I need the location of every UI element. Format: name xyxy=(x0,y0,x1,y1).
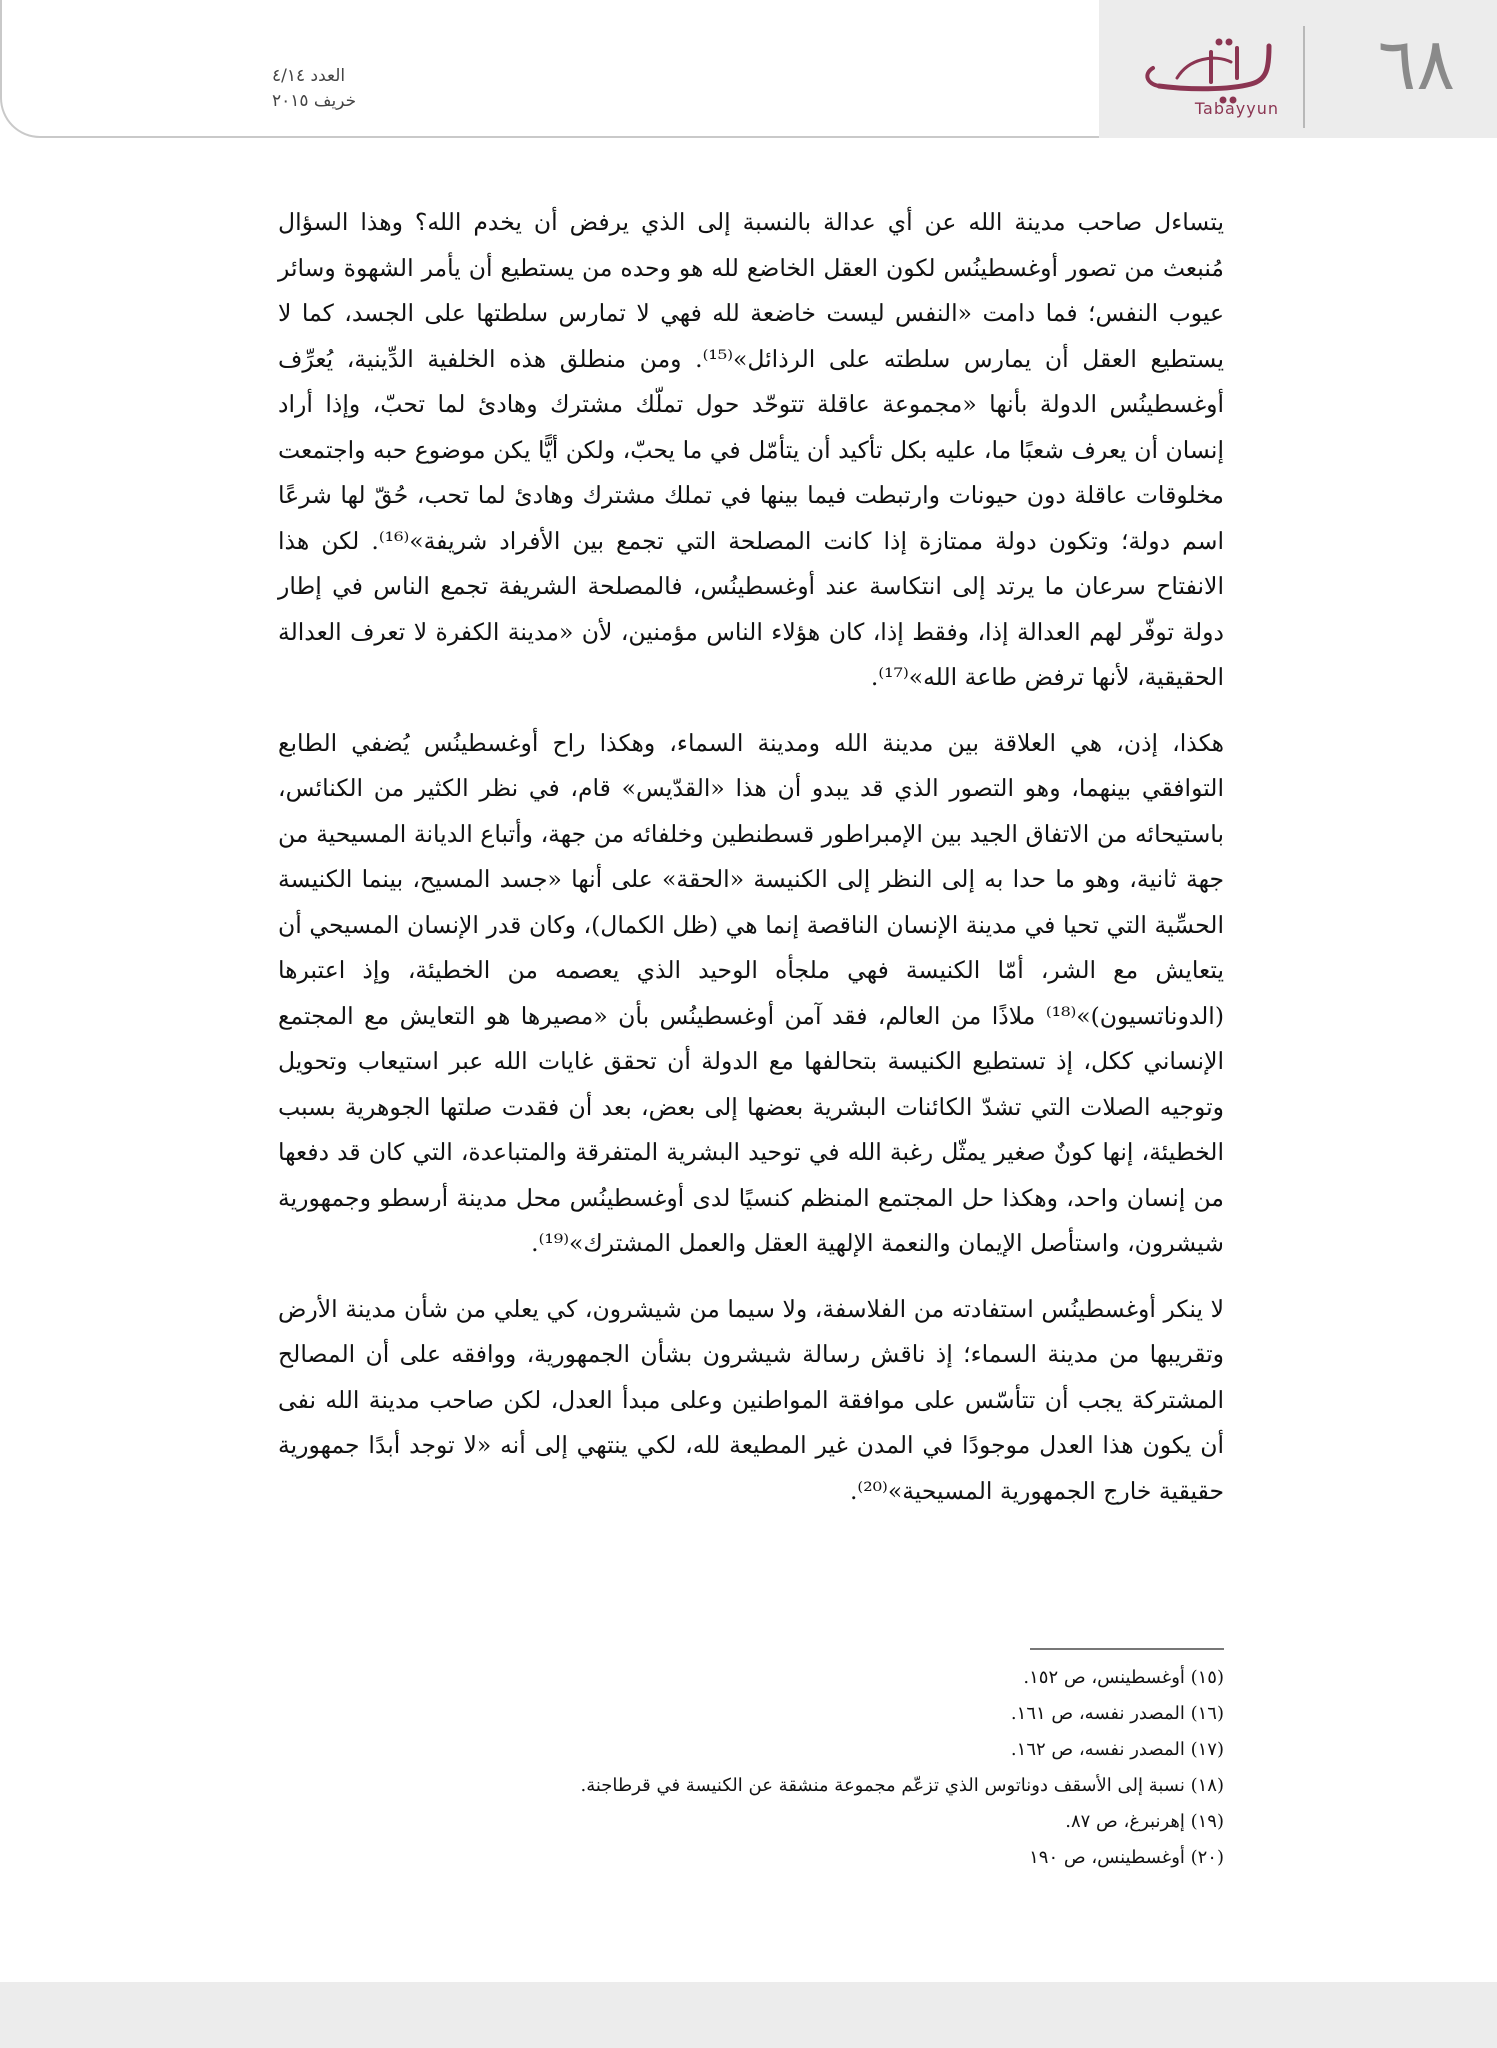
footnote-16: (١٦) المصدر نفسه، ص ١٦١. xyxy=(1010,1703,1224,1724)
paragraph-2: هكذا، إذن، هي العلاقة بين مدينة الله ومدينة السماء، وهكذا راح أوغسطينُس يُضفي الطابع التوافقي بينهما، وهو التصور الذي قد يبدو أن هذا «القدّيس» قام، في نظر الكثير من الكنائس، باستيحائه من الاتفاق الجيد بين الإمبراطور قسطنطين وخلفائه من جهة، وأتباع الديانة المسيحية من جهة ثانية، وهو ما حدا به إلى النظر إلى الكنيسة «الحقة» على أنها «جسد المسيح، بينما الكنيسة الحسِّية التي تحيا في مدينة الإنسان الناقصة إنما هي (ظل الكمال)، وكان قدر الإنسان المسيحي أن يتعايش مع الشر، أمّا الكنيسة فهي ملجأه الوحيد الذي يعصمه من الخطيئة، وإذ اعتبرها (الدوناتسيون)»⁽¹⁸⁾ ملاذًا من العالم، فقد آمن أوغسطينُس بأن «مصيرها هو التعايش مع المجتمع الإنساني ككل، إذ تستطيع الكنيسة بتحالفها مع الدولة أن تحقق غايات الله عبر استيعاب وتحويل وتوجيه الصلات التي تشدّ الكائنات البشرية بعضها إلى بعض، بعد أن فقدت صلتها الجوهرية بسبب الخطيئة، إنها كونٌ صغير يمثّل رغبة الله في توحيد البشرية المتفرقة والمتباعدة، التي كان قد دفعها من إنسان واحد، وهكذا حل المجتمع المنظم كنسيًا لدى أوغسطينُس محل مدينة أرسطو وجمهورية شيشرون، واستأصل الإيمان والنعمة الإلهية العقل والعمل المشترك»⁽¹⁹⁾. xyxy=(278,728,1224,1257)
article-body xyxy=(278,200,1224,1534)
paragraph-1: يتساءل صاحب مدينة الله عن أي عدالة بالنسبة إلى الذي يرفض أن يخدم الله؟ وهذا السؤال مُنبعث من تصور أوغسطينُس لكون العقل الخاضع لله هو وحده من يستطيع أن يأمر الشهوة وسائر عيوب النفس؛ فما دامت «النفس ليست خاضعة لله فهي لا تمارس سلطتها على الجسد، كما لا يستطيع العقل أن يمارس سلطته على الرذائل»⁽¹⁵⁾. ومن منطلق هذه الخلفية الدِّينية، يُعرِّف أوغسطينُس الدولة بأنها «مجموعة عاقلة تتوحّد حول تملّك مشترك وهادئ لما تحبّ، وإذا أراد إنسان أن يعرف شعبًا ما، عليه بكل تأكيد أن يتأمّل في ما يحبّ، ولكن أيًّا يكن موضوع حبه واجتمعت مخلوقات عاقلة دون حيونات وارتبطت فيما بينها في تملك مشترك وهادئ لما تحب، حُقّ لها شرعًا اسم دولة؛ وتكون دولة ممتازة إذا كانت المصلحة التي تجمع بين الأفراد شريفة»⁽¹⁶⁾. لكن هذا الانفتاح سرعان ما يرتد إلى انتكاسة عند أوغسطينُس، فالمصلحة الشريفة تجمع الناس في إطار دولة توفّر لهم العدالة إذا، وفقط إذا، كان هؤلاء الناس مؤمنين، لأن «مدينة الكفرة لا تعرف العدالة الحقيقية، لأنها ترفض طاعة الله»⁽¹⁷⁾. xyxy=(278,208,1224,691)
header-frame xyxy=(0,0,1260,138)
page-number: ٦٨ xyxy=(1377,22,1455,106)
footnote-19: (١٩) إهرنبرغ، ص ٨٧. xyxy=(1065,1811,1224,1832)
paragraph-3: لا ينكر أوغسطينُس استفادته من الفلاسفة، ولا سيما من شيشرون، كي يعلي من شأن مدينة الأرض وتقريبها من مدينة السماء؛ إذ ناقش رسالة شيشرون بشأن الجمهورية، ووافقه على أن المصالح المشتركة يجب أن تتأسّس على موافقة المواطنين وعلى مبدأ العدل، لكن صاحب مدينة الله نفى أن يكون هذا العدل موجودًا في المدن غير المطيعة لله، لكي ينتهي إلى أنه «لا توجد أبدًا جمهورية حقيقية خارج الجمهورية المسيحية»⁽²⁰⁾. xyxy=(278,1294,1224,1505)
footnote-20: (٢٠) أوغسطينس، ص ١٩٠ xyxy=(1029,1847,1224,1868)
footnotes xyxy=(278,1660,1224,1876)
footnote-18: (١٨) نسبة إلى الأسقف دوناتوس الذي تزعّم مجموعة منشقة عن الكنيسة في قرطاجنة. xyxy=(580,1775,1224,1796)
footer-band xyxy=(0,1982,1497,2048)
footnote-15: (١٥) أوغسطينس، ص ١٥٢. xyxy=(1023,1667,1224,1688)
logo-latin-text: Tabayyun xyxy=(1194,99,1279,118)
journal-logo xyxy=(1119,28,1289,124)
header-divider xyxy=(1303,26,1305,128)
header-logo-box xyxy=(1099,0,1497,138)
footnote-17: (١٧) المصدر نفسه، ص ١٦٢. xyxy=(1010,1739,1224,1760)
footnote-separator xyxy=(1030,1648,1224,1650)
issue-season: خريف ٢٠١٥ xyxy=(272,91,357,111)
issue-info xyxy=(272,64,412,114)
issue-number: العدد ٤/١٤ xyxy=(272,66,346,86)
